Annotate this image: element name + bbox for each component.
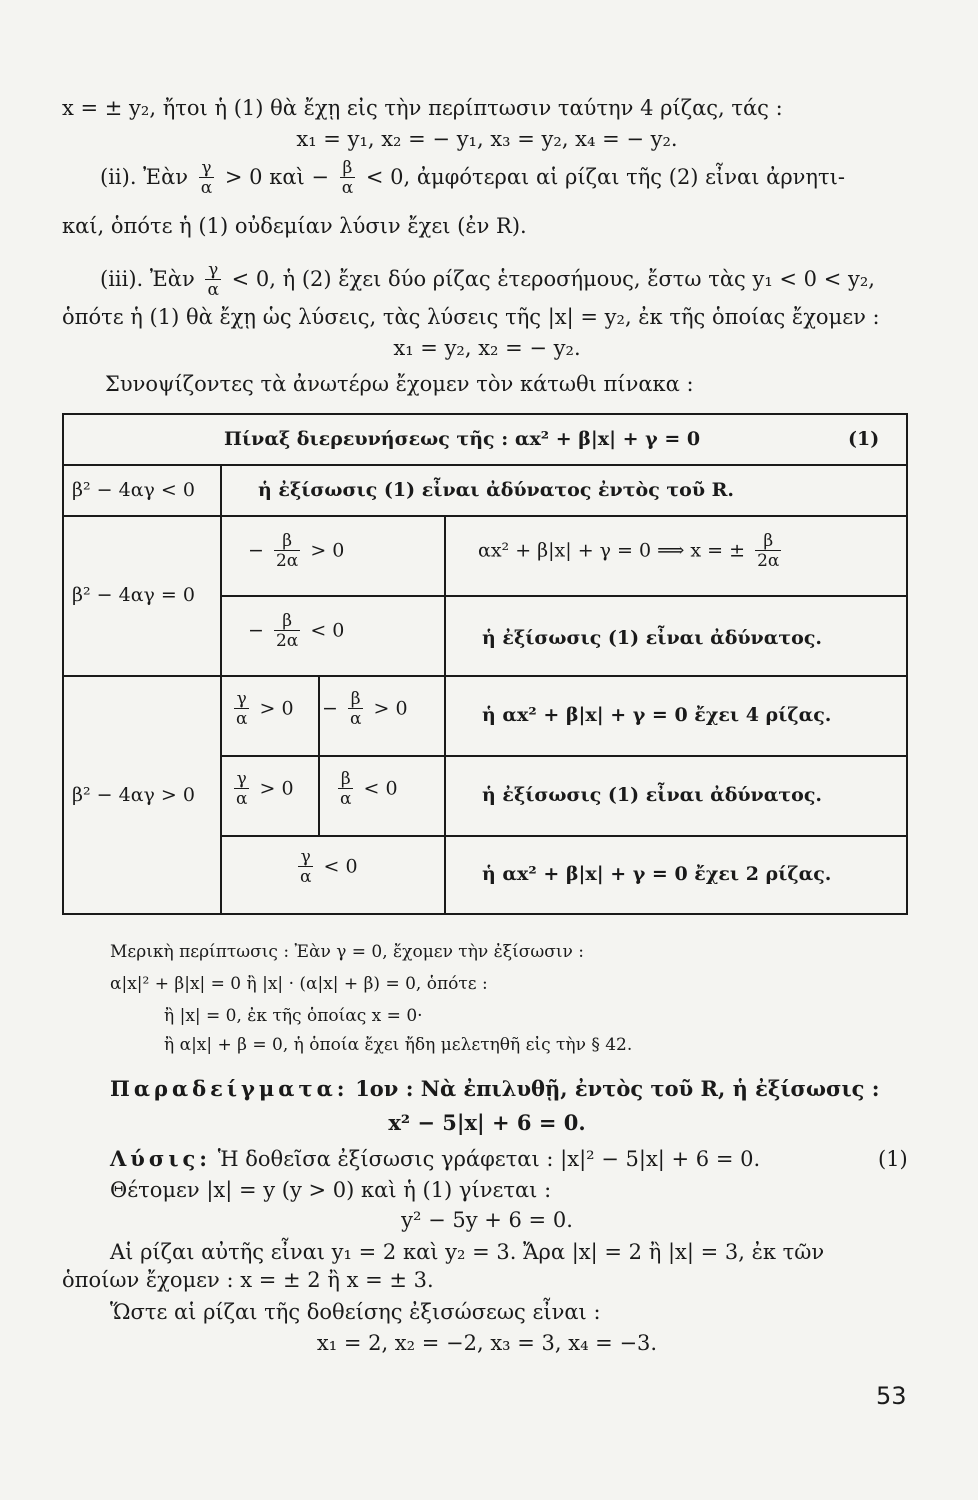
table-rule <box>444 515 446 913</box>
table-rule <box>64 464 906 466</box>
solution-quadratic: y² − 5y + 6 = 0. <box>401 1208 573 1232</box>
cond-relation: > 0 <box>373 697 408 720</box>
frac-num: β <box>342 158 353 178</box>
table-rule <box>220 835 906 837</box>
result-two-roots: ἡ αx² + β|x| + γ = 0 ἔχει 2 ρίζας. <box>482 863 832 885</box>
frac-num: β <box>763 531 774 551</box>
cond-discriminant-positive: β² − 4αγ > 0 <box>72 784 195 806</box>
solution-label: Λύσις: <box>110 1146 212 1171</box>
cond-relation: < 0 <box>310 619 345 642</box>
frac-num: β <box>282 531 293 551</box>
example-1-statement: 1ον : Νὰ ἐπιλυθῇ, ἐντὸς τοῦ R, ἡ ἐξίσωσις : <box>355 1076 880 1101</box>
text-line-7: x₁ = y₂, x₂ = − y₂. <box>393 336 581 360</box>
cond-beta-alpha-negative <box>334 771 398 808</box>
page-number: 53 <box>876 1382 907 1410</box>
minus-sign: − <box>248 539 264 562</box>
case-iii-rest: < 0, ἡ (2) ἔχει δύο ρίζας ἑτεροσήμους, ἔστω τὰς y₁ < 0 < y₂, <box>231 267 875 291</box>
minus-sign: − <box>322 697 338 720</box>
cond-discriminant-negative: β² − 4αγ < 0 <box>72 479 195 501</box>
result-text: αx² + β|x| + γ = 0 ⟹ x = ± <box>478 539 746 562</box>
frac-num: β <box>350 689 361 709</box>
table-rule <box>220 464 222 913</box>
text-line-1: x = ± y₂, ἤτοι ἡ (1) θὰ ἔχῃ εἰς τὴν περίπτωσιν ταύτην 4 ρίζας, τάς : <box>62 96 783 120</box>
examples-heading <box>110 1075 960 1103</box>
solution-line-6: Ὥστε αἱ ρίζαι τῆς δοθείσης ἐξισώσεως εἶναι : <box>110 1300 601 1324</box>
frac-den: 2α <box>275 551 299 571</box>
examples-label: Παραδείγματα: <box>110 1076 349 1101</box>
fraction-gamma-alpha <box>234 771 249 808</box>
fraction-beta-2alpha <box>274 533 300 570</box>
solution-line-2: Θέτομεν |x| = y (y > 0) καὶ ἡ (1) γίνεται : <box>110 1178 552 1202</box>
fraction-beta-2alpha <box>755 533 781 570</box>
frac-num: β <box>340 769 351 789</box>
fraction-beta-alpha <box>340 160 355 197</box>
fraction-beta-2alpha <box>274 613 300 650</box>
case-ii-label: (ii). Ἐὰν <box>100 165 189 189</box>
case-ii-end: < 0, ἀμφότεραι αἱ ρίζαι τῆς (2) εἶναι ἀρνητι- <box>365 165 845 189</box>
text-line-8: Συνοψίζοντες τὰ ἀνωτέρω ἔχομεν τὸν κάτωθι πίνακα : <box>105 372 694 396</box>
example-1-equation: x² − 5|x| + 6 = 0. <box>388 1110 586 1135</box>
cond-gamma-alpha-positive <box>230 771 294 808</box>
result-impossible: ἡ ἐξίσωσις (1) εἶναι ἀδύνατος. <box>482 627 823 649</box>
frac-num: β <box>282 611 293 631</box>
solution-text: Ἡ δοθεῖσα ἐξίσωσις γράφεται : |x|² − 5|x| + 6 = 0. <box>217 1147 761 1171</box>
fraction-gamma-alpha <box>205 262 220 299</box>
solution-line-1 <box>110 1145 960 1173</box>
solution-final-roots: x₁ = 2, x₂ = −2, x₃ = 3, x₄ = −3. <box>316 1331 658 1355</box>
frac-den: 2α <box>275 631 299 651</box>
case-iii-label: (iii). Ἐὰν <box>100 267 195 291</box>
cond-gamma-alpha-negative <box>294 849 358 886</box>
frac-den: α <box>236 789 248 809</box>
special-case-line-3: ἢ |x| = 0, ἐκ τῆς ὁποίας x = 0· <box>164 1006 423 1026</box>
cond-relation: < 0 <box>363 777 398 800</box>
text-line-roots: x₁ = y₁, x₂ = − y₁, x₃ = y₂, x₄ = − y₂. <box>296 127 678 151</box>
text-line-case-ii <box>100 160 950 197</box>
fraction-beta-alpha <box>348 691 363 728</box>
special-case-line-1: Μερικὴ περίπτωσις : Ἐὰν γ = 0, ἔχομεν τὴν ἐξίσωσιν : <box>110 942 584 962</box>
table-rule <box>64 675 906 677</box>
frac-den: 2α <box>757 551 780 571</box>
minus-sign: − <box>248 619 264 642</box>
discussion-table <box>62 413 908 915</box>
frac-num: γ <box>201 158 212 178</box>
frac-den: α <box>236 709 248 729</box>
table-rule <box>220 755 906 757</box>
fraction-gamma-alpha <box>199 160 214 197</box>
frac-num: γ <box>208 260 219 280</box>
frac-den: α <box>300 867 312 887</box>
special-case-line-2: α|x|² + β|x| = 0 ἢ |x| · (α|x| + β) = 0, ὁπότε : <box>110 974 488 994</box>
cond-discriminant-zero: β² − 4αγ = 0 <box>72 584 195 606</box>
fraction-gamma-alpha <box>298 849 313 886</box>
text-line-4: καί, ὁπότε ἡ (1) οὐδεμίαν λύσιν ἔχει (ἐν R). <box>62 214 527 238</box>
frac-num: γ <box>300 847 311 867</box>
frac-den: α <box>200 178 213 198</box>
table-rule <box>220 595 906 597</box>
cond-gamma-alpha-positive <box>230 691 294 728</box>
result-double-root <box>478 533 785 570</box>
special-case-line-4: ἢ α|x| + β = 0, ἡ ὁποία ἔχει ἤδη μελετηθῆ εἰς τὴν § 42. <box>164 1035 633 1055</box>
case-ii-mid: > 0 καὶ − <box>224 165 330 189</box>
result-impossible: ἡ ἐξίσωσις (1) εἶναι ἀδύνατος. <box>482 784 823 806</box>
cond-relation: < 0 <box>323 855 358 878</box>
fraction-gamma-alpha <box>234 691 249 728</box>
table-title: Πίναξ διερευνήσεως τῆς : αx² + β|x| + γ = 0 <box>224 428 701 450</box>
frac-den: α <box>340 789 352 809</box>
cond-minus-beta-2alpha-negative <box>248 613 344 650</box>
cond-relation: > 0 <box>259 697 294 720</box>
result-impossible-in-R: ἡ ἐξίσωσις (1) εἶναι ἀδύνατος ἐντὸς τοῦ R. <box>258 479 735 501</box>
frac-den: α <box>207 280 219 300</box>
frac-den: α <box>349 709 362 729</box>
table-title-number: (1) <box>848 428 880 450</box>
solution-line-4: Αἱ ρίζαι αὐτῆς εἶναι y₁ = 2 καὶ y₂ = 3. Ἄρα |x| = 2 ἢ |x| = 3, ἐκ τῶν <box>110 1240 825 1264</box>
solution-equation-number: (1) <box>878 1147 908 1171</box>
frac-den: α <box>341 178 354 198</box>
text-line-6: ὁπότε ἡ (1) θὰ ἔχῃ ὡς λύσεις, τὰς λύσεις τῆς |x| = y₂, ἐκ τῆς ὁποίας ἔχομεν : <box>62 305 880 329</box>
cond-relation: > 0 <box>259 777 294 800</box>
cond-relation: > 0 <box>310 539 345 562</box>
result-four-roots: ἡ αx² + β|x| + γ = 0 ἔχει 4 ρίζας. <box>482 704 832 726</box>
cond-minus-beta-alpha-positive <box>322 691 408 728</box>
text-line-case-iii <box>100 262 950 299</box>
cond-minus-beta-2alpha-positive <box>248 533 344 570</box>
solution-line-5: ὁποίων ἔχομεν : x = ± 2 ἢ x = ± 3. <box>62 1268 434 1292</box>
frac-num: γ <box>236 769 247 789</box>
fraction-beta-alpha <box>338 771 353 808</box>
frac-num: γ <box>236 689 247 709</box>
table-rule <box>64 515 906 517</box>
table-rule <box>318 675 320 835</box>
